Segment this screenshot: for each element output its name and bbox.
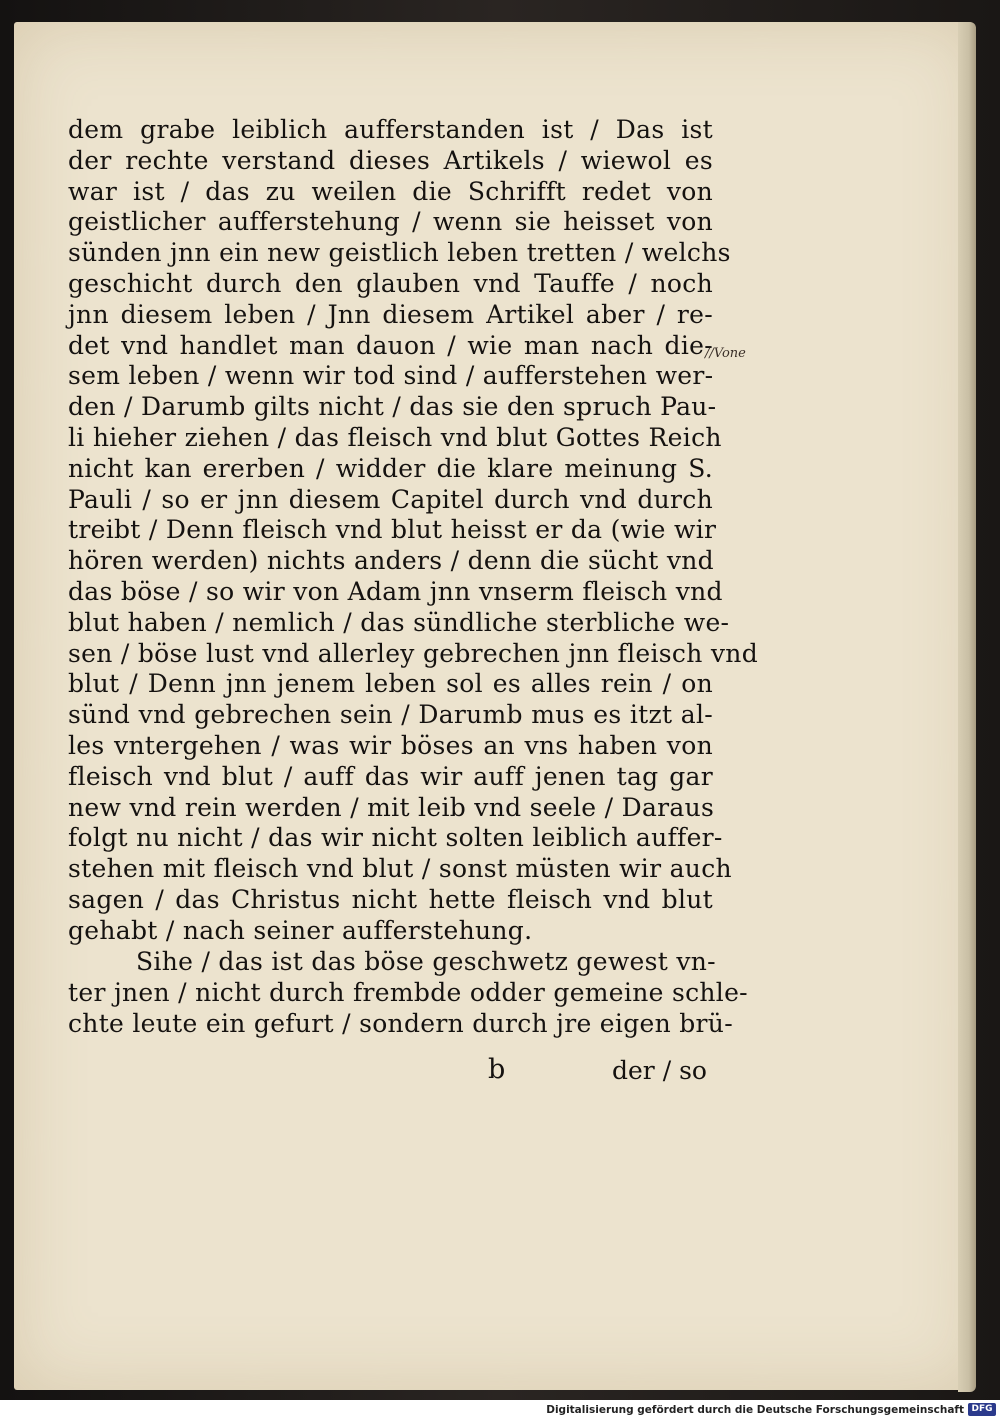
text-line: geschicht durch den glauben vnd Tauffe / noch — [68, 268, 713, 298]
footer-credit: Digitalisierung gefördert durch die Deutsche Forschungsgemeinschaft — [546, 1404, 964, 1416]
text-line: li hieher ziehen / das fleisch vnd blut Gottes Reich — [68, 422, 722, 452]
text-line: sünden jnn ein new geistlich leben tretten / welchs — [68, 238, 731, 268]
text-line: Pauli / so er jnn diesem Capitel durch vnd durch — [68, 484, 713, 514]
margin-note: //Vone — [705, 346, 746, 361]
text-line: ter jnen / nicht durch frembde odder gemeine schle- — [68, 977, 748, 1007]
text-line: treibt / Denn fleisch vnd blut heisst er da (wie wir — [68, 515, 717, 545]
text-line: les vntergehen / was wir böses an vns haben von — [68, 730, 713, 760]
page-edge — [958, 22, 976, 1392]
text-line: jnn diesem leben / Jnn diesem Artikel aber / re- — [68, 299, 713, 329]
text-line: stehen mit fleisch vnd blut / sonst müsten wir auch — [68, 854, 732, 884]
text-line: der rechte verstand dieses Artikels / wiewol es — [68, 145, 713, 175]
text-line: sagen / das Christus nicht hette fleisch vnd blut — [68, 884, 713, 914]
signature-mark: b — [488, 1054, 506, 1085]
second-paragraph — [68, 946, 748, 1038]
text-line: sen / böse lust vnd allerley gebrechen jnn fleisch vnd — [68, 638, 759, 668]
text-line: blut haben / nemlich / das sündliche sterbliche we- — [68, 607, 730, 637]
text-line: das böse / so wir von Adam jnn vnserm fleisch vnd — [68, 576, 723, 606]
text-line: sünd vnd gebrechen sein / Darumb mus es itzt al- — [68, 700, 713, 730]
text-line: hören werden) nichts anders / denn die sücht vnd — [68, 546, 714, 576]
text-line: nicht kan ererben / widder die klare meinung S. — [68, 453, 713, 483]
text-line: fleisch vnd blut / auff das wir auff jenen tag gar — [68, 761, 713, 791]
text-line: dem grabe leiblich aufferstanden ist / Das ist — [68, 115, 713, 144]
text-line: gehabt / nach seiner aufferstehung. — [68, 915, 533, 945]
text-line: war ist / das zu weilen die Schrifft redet von — [68, 176, 713, 206]
text-line: chte leute ein gefurt / sondern durch jre eigen brü- — [68, 1008, 733, 1038]
dfg-logo: DFG — [968, 1403, 996, 1416]
text-line: folgt nu nicht / das wir nicht solten leiblich auffer- — [68, 823, 723, 853]
text-line: new vnd rein werden / mit leib vnd seele / Daraus — [68, 792, 715, 822]
text-line: blut / Denn jnn jenem leben sol es alles rein / on — [68, 669, 713, 699]
text-line: den / Darumb gilts nicht / das sie den spruch Pau- — [68, 392, 717, 422]
text-line: geistlicher aufferstehung / wenn sie heisset von — [68, 207, 713, 237]
text-line: det vnd handlet man dauon / wie man nach die- — [68, 330, 713, 360]
catchword: der / so — [612, 1056, 707, 1085]
text-line: sem leben / wenn wir tod sind / aufferstehen wer- — [68, 361, 714, 391]
text-line: Sihe / das ist das böse geschwetz gewest vn- — [136, 947, 716, 976]
